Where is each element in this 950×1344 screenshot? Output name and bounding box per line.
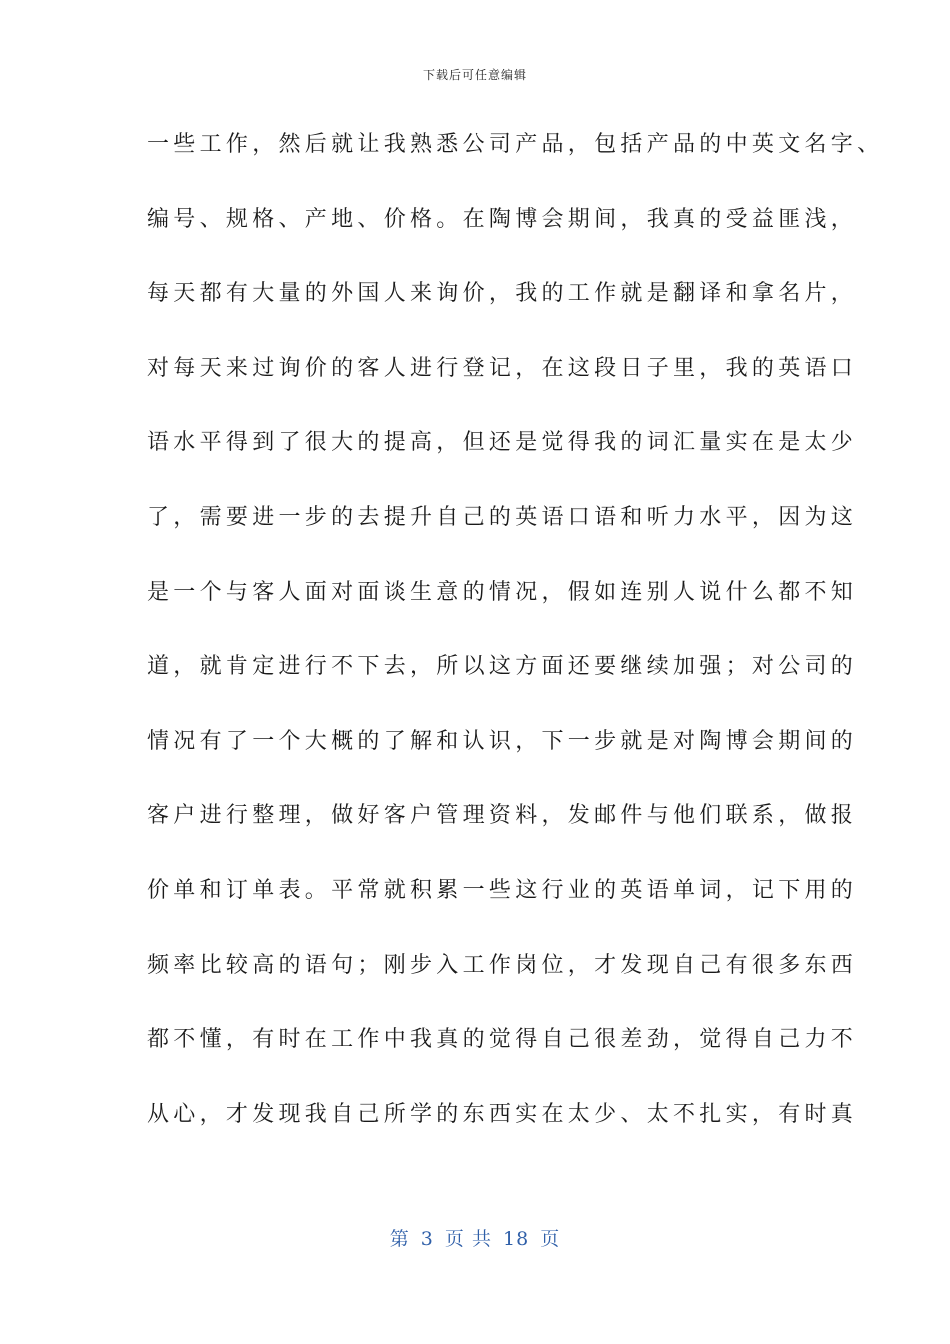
text-line: 一些工作，然后就让我熟悉公司产品，包括产品的中英文名字、 <box>147 132 884 157</box>
text-line: 是一个与客人面对面谈生意的情况，假如连别人说什么都不知 <box>147 579 858 605</box>
text-line: 频率比较高的语句；刚步入工作岗位，才发现自己有很多东西 <box>147 952 858 978</box>
total-page-count: 18 <box>503 1228 530 1250</box>
text-line: 语水平得到了很大的提高，但还是觉得我的词汇量实在是太少 <box>147 430 858 456</box>
text-line: 客户进行整理，做好客户管理资料，发邮件与他们联系，做报 <box>147 803 858 829</box>
body-text <box>147 118 884 1162</box>
text-line: 道，就肯定进行不下去，所以这方面还要继续加强；对公司的 <box>147 654 858 680</box>
text-line: 价单和订单表。平常就积累一些这行业的英语单词，记下用的 <box>147 877 858 903</box>
page-number-footer <box>0 1224 950 1251</box>
footer-middle: 页 共 <box>444 1228 492 1250</box>
text-line: 编号、规格、产地、价格。在陶博会期间，我真的受益匪浅， <box>147 206 858 232</box>
footer-prefix: 第 <box>389 1228 410 1250</box>
text-line: 了，需要进一步的去提升自己的英语口语和听力水平，因为这 <box>147 504 858 530</box>
text-line: 情况有了一个大概的了解和认识，下一步就是对陶博会期间的 <box>147 728 858 754</box>
current-page-number: 3 <box>420 1228 434 1250</box>
header-note: 下载后可任意编辑 <box>422 68 527 82</box>
text-line: 都不懂，有时在工作中我真的觉得自己很差劲，觉得自己力不 <box>147 1027 858 1053</box>
text-line: 从心，才发现我自己所学的东西实在太少、太不扎实，有时真 <box>147 1101 858 1127</box>
footer-suffix: 页 <box>540 1228 561 1250</box>
text-line: 每天都有大量的外国人来询价，我的工作就是翻译和拿名片， <box>147 281 858 307</box>
text-line: 对每天来过询价的客人进行登记，在这段日子里，我的英语口 <box>147 355 858 381</box>
